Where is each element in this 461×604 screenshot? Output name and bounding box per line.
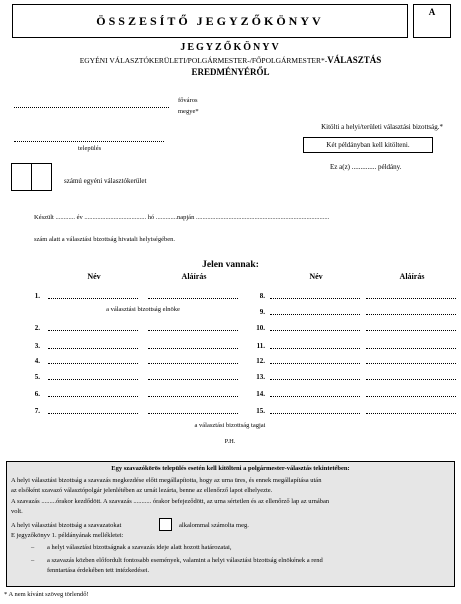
present-title: Jelen vannak:: [202, 260, 259, 270]
subtitle-line2: EREDMÉNYÉRŐL: [191, 67, 270, 77]
bottom-p4-b: alkalommal számolta meg.: [179, 522, 249, 529]
right-signature-field[interactable]: [366, 413, 456, 414]
left-number: 5.: [34, 373, 40, 381]
district-label: számú egyéni választókerület: [64, 177, 147, 185]
bottom-p1: A helyi választási bizottság a szavazás megkezdése előtt megállapította, hogy az urna üres, és ennek megállapítása után: [11, 477, 322, 484]
left-name-field[interactable]: [48, 396, 138, 397]
right-signature-field[interactable]: [366, 348, 456, 349]
fill-note: Kitölti a helyi/területi választási bizottság.*: [321, 123, 443, 131]
header-title-box: [12, 4, 408, 38]
left-signature-field[interactable]: [148, 348, 238, 349]
left-number: 7.: [34, 407, 40, 415]
members-label: a választási bizottság tagjai: [194, 422, 266, 429]
capital-field[interactable]: [14, 107, 169, 108]
right-number: 13.: [256, 373, 265, 381]
left-number: 3.: [34, 342, 40, 350]
corner-letter-box: [413, 4, 451, 38]
bottom-p3[interactable]: A szavazás .........órakor kezdődött. A szavazás ........... órakor befejeződött, az urna sértetlen és az ellenőrző lap az urnában: [11, 498, 330, 505]
left-signature-field[interactable]: [148, 298, 238, 299]
footnote: * A nem kívánt szöveg törlendő!: [4, 591, 89, 598]
single-district-box: [6, 461, 455, 587]
left-number: 1.: [34, 292, 40, 300]
left-name-field[interactable]: [48, 379, 138, 380]
made-line-2: szám alatt a választási bizottság hivatali helyiségében.: [34, 236, 175, 243]
right-name-field[interactable]: [270, 413, 360, 414]
district-box-1[interactable]: [11, 163, 32, 191]
chair-label: a választási bizottság elnöke: [106, 306, 180, 313]
left-signature-field[interactable]: [148, 363, 238, 364]
right-signature-field[interactable]: [366, 396, 456, 397]
bottom-p2: az elsőként szavazó választópolgár jelenlétében az urnát lezárta, benne az ellenőrző lapot elhelyezte.: [11, 487, 273, 494]
bottom-li1: a helyi választási bizottságnak a szavazás ideje alatt hozott határozatai,: [47, 544, 232, 551]
subtitle-line1: EGYÉNI VÁLASZTÓKERÜLETI/POLGÁRMESTER-/FŐPOLGÁRMESTER*-VÁLASZTÁS: [79, 55, 382, 65]
county-label: megye*: [178, 108, 199, 115]
made-line[interactable]: Készült ............ év ...................................... hó .............napján ..................................................................................: [34, 214, 330, 221]
page-title: ÖSSZESÍTŐ JEGYZŐKÖNYV: [96, 14, 324, 28]
right-signature-field[interactable]: [366, 298, 456, 299]
bottom-title: Egy szavazókörös település esetén kell kitölteni a polgármester-választás tekintetében:: [111, 465, 350, 472]
right-number: 11.: [256, 342, 265, 350]
left-signature-field[interactable]: [148, 396, 238, 397]
right-sign-header: Aláírás: [399, 272, 425, 281]
left-name-field[interactable]: [48, 413, 138, 414]
left-signature-field[interactable]: [148, 379, 238, 380]
count-box[interactable]: [159, 518, 172, 531]
stamp-mark: P.H.: [224, 438, 236, 445]
district-box-2[interactable]: [31, 163, 52, 191]
bullet-dash-2: –: [31, 557, 35, 564]
two-copies-box: [303, 137, 433, 153]
capital-label: főváros: [178, 97, 198, 104]
left-number: 4.: [34, 357, 40, 365]
right-name-field[interactable]: [270, 314, 360, 315]
right-number: 14.: [256, 390, 265, 398]
right-number: 12.: [256, 357, 265, 365]
right-name-field[interactable]: [270, 363, 360, 364]
right-signature-field[interactable]: [366, 379, 456, 380]
left-signature-field[interactable]: [148, 413, 238, 414]
bottom-p5: E jegyzőkönyv 1. példányának mellékletei:: [11, 532, 124, 539]
bottom-li2b: fenntartása érdekében tett intézkedései.: [47, 567, 150, 574]
corner-letter: A: [428, 7, 436, 17]
right-name-field[interactable]: [270, 396, 360, 397]
left-number: 2.: [34, 324, 40, 332]
right-name-field[interactable]: [270, 298, 360, 299]
bottom-li2: a szavazás közben előfordult fontosabb események, valamint a helyi választási bizottság elnökének a rend: [47, 557, 323, 564]
two-copies-note: Két példányban kell kitölteni.: [326, 141, 410, 149]
left-name-field[interactable]: [48, 363, 138, 364]
copy-number-line[interactable]: Ez a(z) .............. példány.: [330, 163, 402, 171]
settlement-field[interactable]: [14, 141, 164, 142]
right-name-header: Név: [309, 272, 323, 281]
bullet-dash-1: –: [31, 544, 35, 551]
bottom-p3b: volt.: [11, 508, 23, 515]
main-title: JEGYZŐKÖNYV: [180, 42, 281, 53]
left-name-field[interactable]: [48, 298, 138, 299]
left-signature-field[interactable]: [148, 330, 238, 331]
bottom-p4-a: A helyi választási bizottság a szavazatokat: [11, 522, 122, 529]
right-name-field[interactable]: [270, 379, 360, 380]
right-signature-field[interactable]: [366, 314, 456, 315]
right-name-field[interactable]: [270, 348, 360, 349]
right-number: 15.: [256, 407, 265, 415]
right-signature-field[interactable]: [366, 363, 456, 364]
left-number: 6.: [34, 390, 40, 398]
right-signature-field[interactable]: [366, 330, 456, 331]
left-name-field[interactable]: [48, 330, 138, 331]
right-number: 10.: [256, 324, 265, 332]
right-number: 9.: [259, 308, 265, 316]
left-sign-header: Aláírás: [181, 272, 207, 281]
settlement-label: település: [78, 145, 102, 152]
left-name-field[interactable]: [48, 348, 138, 349]
right-name-field[interactable]: [270, 330, 360, 331]
left-name-header: Név: [87, 272, 101, 281]
right-number: 8.: [259, 292, 265, 300]
